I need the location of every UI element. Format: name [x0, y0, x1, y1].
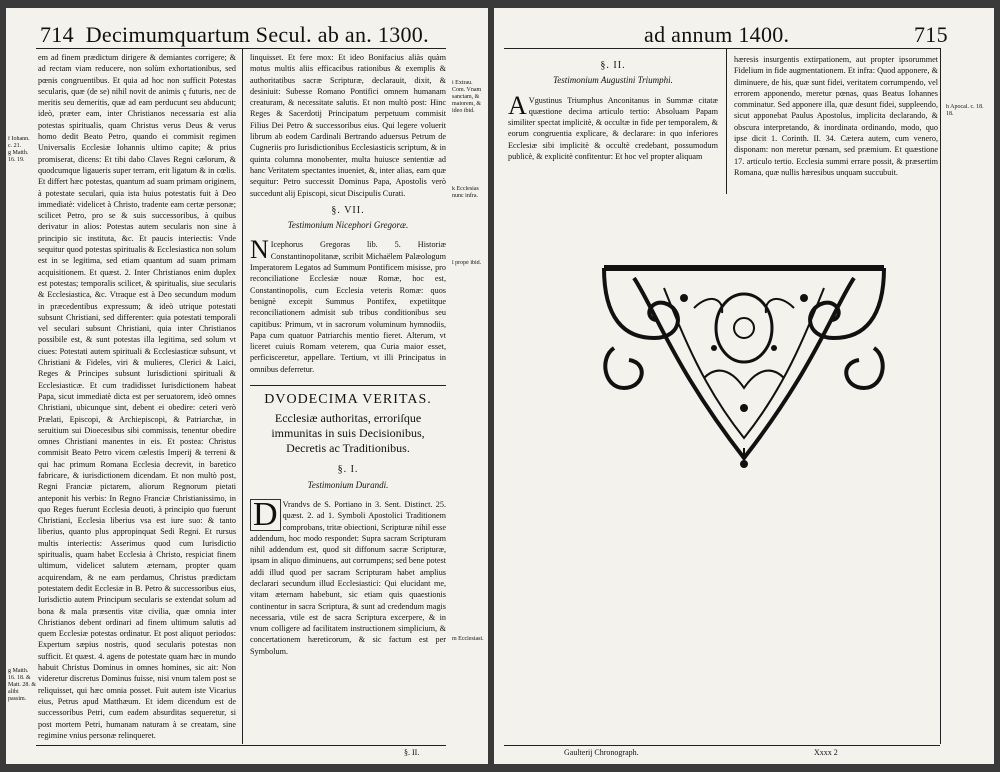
- section-title: Testimonium Durandi.: [307, 479, 389, 490]
- body-text: em ad finem prædictum dirigere & demiantes corrigere; & ad rectam viam reducere, non solùm exhortationibus, sed pœnis congruentibus. Et quia ad hoc non sufficit Potestas secularis, quæ (de se) nihil novit de animis ç futuris, nec de meritis seu demeritis, quæ ad eam perducunt seu abducunt; ideò, præter eam, inter Christianos necessaria est alia potestas spiritualis, quam Christus verus Deus & verus homo dedit Beato Petro, quando ei commisit regimen Universalis Ecclesiæ Iohannis ultimo capite; & prius promiserat, dicens: Et tibi dabo Claves Regni cælorum, & quodcumque ligaueris super terram, erit ligatum & in cœlis. Et differt hæc potestas, quantum ad suam primam originem, à potestate seculari, quia ista huius potestatis fuit à Deo immediatè: videlicet à Christo, tradente eam certæ personæ; scilicet Petro, pro se & suis successoribus, à quibus derivatur in alios: Potestas autem secularis non sine à principio sic instituta, &c. Et paucis interiectis: Vnde sequitur quod potestas spiritualis & Ecclesiastica non solum est in se legitima, sed etiam quantum ad suam primam acquisitionem. Et quæst. 2. Inter Christianos enim duplex est potestas; temporalis scilicet, & spiritualis, siue secularis & Ecclesiastica, &c. Vtraque est à Deo secundum modum in præcedentibus expressum; & ideò utrique potestati subsunt Christiani, sed differenter: quia potestati temporali vel seculari subsunt Christiani, quia inter Christianos possibile est, & sunt potestas illa legitima, sed solum vt ciues: Potestati autem spirituali & Ecclesiasticæ subsunt, vt Christiani & Fideles, viri & mulieres, Clerici & Laici, Reges & Principes subsunt Iurisdictioni spirituali & Ecclesiasticæ. Et cum tradidisset Iurisdictionem habeat Papa, sicut immediatè dicta est per seruatorem, ideò omnes Christiani, ubicunque sint, debent ei obedire: ceteri verò Prælati, Episcopi, & Archiepiscopi, & Patriarchæ, in seruitium sui Dioecesibus sibi commissis, tenentur obedire omnes Christiani manentes in eis. Et postea: Christus commisit Beato Petro vicem cælestis Imperij & terreni & qui hac primum Romana Ecclesia decrevit, in baretico fabricare, & iurisdictionem dicendam. Et non multò post, Regni Franciæ pictarem, aliorum Regnorum pietati anteponit his verbis: In Regno Franciæ Christianissimo, in quo Reges fuerunt Ecclesia deuoti, à principio quo fuerunt Christiani, Ecclesia liberius vsa est iure suo: & tanto liberius, quanto plus appropinquat Sedi Regni. Et rursus multis interiectis: Asserimus quod cum Iurisdictio spiritualis, quam habet Ecclesia à Christo, respiciat finem ultimum, videlicet salutem æternam, propter quam acquirendam, & ne eam perdamus, Christus prædictam potestatem dedit Ecclesiæ in B. Petro & successoribus eius, Iurisdictio autem Principum secularis se extendat solum ad bona & mala præsentis vitæ civilia, quæ omnia inter Christianos debent ordinari ad finem ultimum salutis ad quem Ecclesiæ potestas ordinatur. Et post aliquot periodos: Expertum sæpius nostris, quod secularis potestas non sufficit. Et quæst. 4. agens de potestate quam hæc in mundo habuit Christus Dominus in omnes homines, sic ait: Non videretur discretus Dominus fuisse, nisi vnum talem post se reliquisset, qui hæc omnia posset. Fuit autem iste Vicarius eius, Petrus apud Matthæum. Et idem dicendum est de successoribus Petri, cum eadem absurditas sequeretur, si post mortem Petri, humanam naturam à se creatam, sine regimine vnius personæ relinqueret.: [38, 53, 236, 740]
- right-column-1: [508, 54, 718, 198]
- body-text: linquisset. Et fere mox: Et ideo Bonifacius aliàs quàm motus multis aliis efficacibus rationibus & exemplis & authoritatibus sacræ Scripturæ, declarauit, dixit, & desiniuit: Subesse Romano Pontifici omnem humanam creaturam, & necessitate salutis. Et non multò post: Hinc Reges & Sacerdotij Principatum perpetuum commisit Filius Dei Petro & successoribus eius. Qui legere voluerit librum ab eodem Cardinali Bertrando aduersus Petrum de Cugneriis pro Iurisdictionibus Ecclesiasticis scriptum, & in quinta columna monobenter, multa huiusce sententiæ ad hanc Veritatem spectantes inueniet, &, inter alias, eam quæ sequitur: Petro successit Dominus Papa, Apostolis verò succedunt alij Episcopi, sicut Discipulis Curati.: [250, 53, 446, 198]
- footer-rule: [36, 745, 446, 746]
- footer-signature: Gaulterij Chronograph.: [564, 748, 639, 757]
- catchword: §. II.: [404, 748, 420, 757]
- right-column-2: [734, 54, 938, 198]
- column-divider: [726, 48, 727, 194]
- body-text: Vrandvs de S. Portiano in 3. Sent. Distinct. 25. quæst. 2. ad 1. Symboli Apostolici Traditionem comprobans, tritæ obiectioni, Scripturæ nihil esse addendum, hoc modo respondet: Supra sacram Scripturam nihil addendum est, quod sit diffonum sacræ Scripturæ, ipsam in aliquo diminuens, aut corrumpens; sed bene potest addi illud quod per sacram Scripturam habet amplius declarari secundum illud Ecclesiastici: Qui elucidant me, vitam æternam habebunt, sic etiam quis quaestionis continentur in sacra Scriptura, & sunt ad credendum magis necessaria, vtile est de sacra Scriptura excerpere, & in vnum colligere ad facilitatem instructionem simplicium, & concertationem hæreticorum, & sic factum est per Symbolum.: [250, 499, 446, 656]
- drop-cap: N: [250, 235, 269, 265]
- section-rule: [250, 385, 446, 386]
- body-text: hæresis insurgentis extirpationem, aut propter ipsorummet Fidelium in fide augmentationem. Et infra: Quod apponere, & diminuere, de his, quæ sunt fidei, veritatem corrumpendo, vel errorem apponendo, meretur pœnas, quas Beatus Iohannes comminatur. Sed apponere illa, quæ desunt fidei, suppleendo, sicut apponebat Paulus Apostolus, implicita declarando, & obscura interpretando, & inordinata ordinando, modo, quo ipse dicit 1. Corinth. II. 34. Cætera autem, cum venero, disponam: non meretur pœnam, sed præmium. Et quæstione 17. articulo tertio. Ecclesia summi errare possit, & præsertim Romana, quæ nullis hæresibus unquam succubuit.: [734, 55, 938, 177]
- column-divider: [242, 48, 243, 744]
- page-edge-rule: [940, 48, 941, 744]
- section-label: §. I.: [337, 464, 359, 476]
- section-title: Testimonium Augustini Triumphi.: [553, 75, 673, 86]
- page-number-right: 715: [914, 22, 948, 47]
- veritas-title: DVODECIMA VERITAS.: [264, 392, 432, 408]
- left-column-2: [250, 52, 446, 746]
- section-title: Testimonium Nicephori Gregoræ.: [287, 220, 409, 231]
- veritas-subtitle: Ecclesiæ authoritas, erroriſque immunitas in suis Decisionibus, Decretis ac Traditionibus.: [271, 411, 425, 456]
- drop-cap: A: [508, 90, 527, 120]
- margin-note: l propè ibid.: [452, 260, 482, 266]
- left-page-header: [40, 22, 429, 48]
- drop-cap: D: [250, 499, 281, 531]
- section-label: §. II.: [600, 60, 626, 71]
- margin-note: k Ecclesias nunc infra.: [452, 186, 479, 199]
- right-page: [494, 8, 994, 764]
- left-column-1: [38, 52, 236, 746]
- running-head-right: ad annum 1400.: [644, 22, 790, 47]
- body-text: Icephorus Gregoras lib. 5. Historiæ Constantinopolitanæ, scribit Michaëlem Palæologum Imperatorem Legatos ad Summum Pontificem misisse, pro reconciliatione Ecclesiæ nouæ Romæ, hoc est, Constantinopolis, cum Ecclesia veteris Romæ: quos benignè excepit Summus Pontifex, expetiitque reconciliationem admisit sub tribus conditionibus seu capitibus: Primum, vt in sacrorum voluminum hymnodiis, Papa cum quatuor Patriarchis mentio fieret. Alterum, vt liceret cuiuis Romam veterem, qua Curia maior esset, perficisceretur, appellare. Tertium, vt illi Principatus in omnibus deferretur.: [250, 240, 446, 374]
- footer-quire-mark: Xxxx 2: [814, 748, 838, 757]
- body-text: Vgustinus Triumphus Anconitanus in Summæ citatæ quæstione decima articulo tertio: Absoluam Papam similiter spectat implicitè, & occultæ in fide per temporalem, & eorum congruentia explicare, & declarare: in quo inferiores Ecclesiæ sibi implicitè & occultè credebant, possumodum publicè, & explicitè confitentur: Et hoc vel propter aliquam: [508, 95, 718, 162]
- page-number-left: 714: [40, 22, 74, 47]
- section-label: §. VII.: [331, 204, 365, 216]
- left-page: [6, 8, 488, 764]
- margin-note: i Extrau. Com. Vnam sanctam, & maiorem, & ideo ibid.: [452, 80, 482, 114]
- header-rule: [36, 48, 446, 49]
- ornament-vignette: [594, 248, 894, 468]
- header-rule: [504, 48, 940, 49]
- running-head-left: Decimumquartum Secul. ab an. 1300.: [85, 22, 429, 47]
- margin-note: f Iohann. c. 21. g Matth. 16. 19.: [8, 136, 30, 163]
- footer-rule: [504, 745, 940, 746]
- margin-note: g Matth. 16. 18. & Matt. 28. & alibi passim.: [8, 668, 36, 702]
- margin-note: m Ecclesiast.: [452, 636, 484, 642]
- margin-note: h Apocal. c. 18. 18.: [946, 104, 984, 117]
